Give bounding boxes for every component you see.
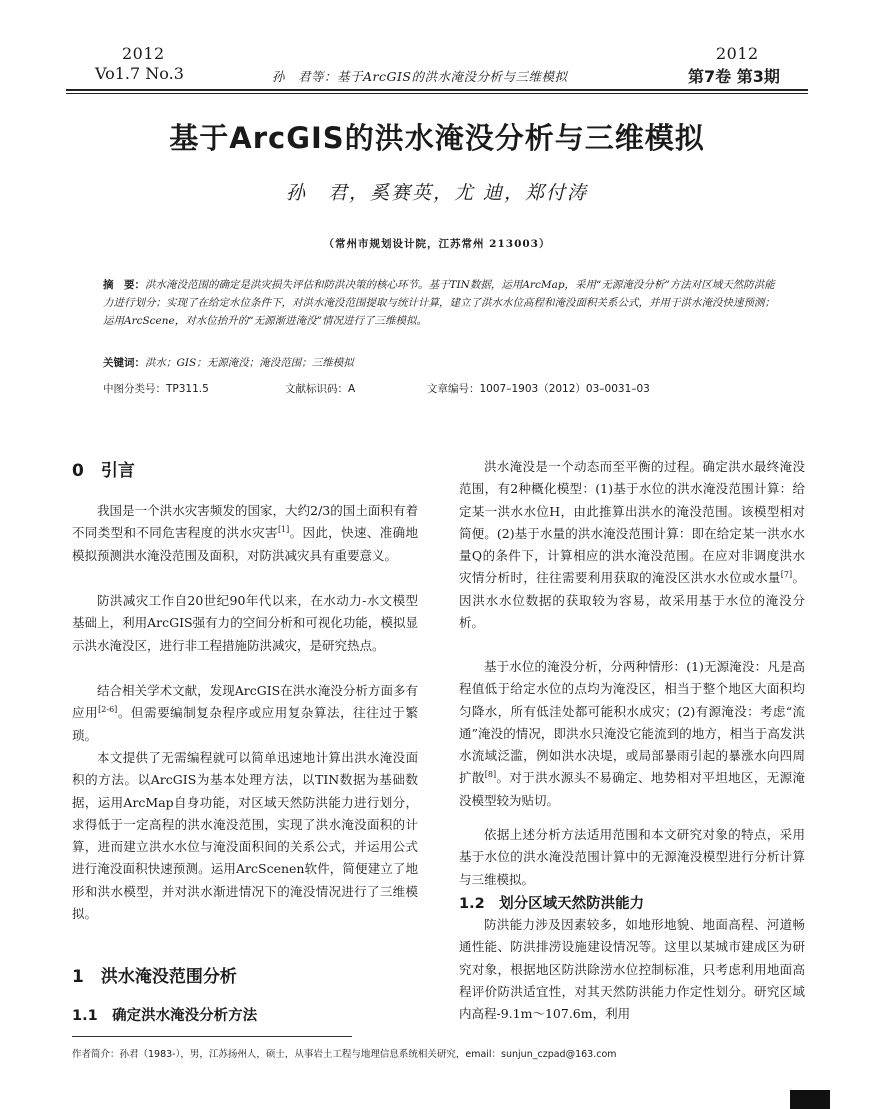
section-heading-1-1: 1.1 确定洪水淹没分析方法 — [72, 1008, 258, 1024]
header-running-title: 孙 君等：基于ArcGIS的洪水淹没分析与三维模拟 — [272, 69, 568, 84]
article-number: 文章编号：1007–1903（2012）03–0031–03 — [427, 383, 650, 395]
author-footnote: 作者简介：孙君（1983-），男，江苏扬州人，硕士，从事岩土工程与地理信息系统相关研究，email：sunjun_czpad@163.com — [72, 1049, 617, 1060]
footnote-rule — [72, 1036, 352, 1037]
header-year-right: 2012 — [716, 44, 759, 63]
header-rule-thin — [66, 93, 808, 94]
keywords-label: 关键词： — [103, 357, 145, 369]
abstract-text: 洪水淹没范围的确定是洪灾损失评估和防洪决策的核心环节。基于TIN数据，运用ArcMap，采用“无源淹没分析”方法对区域天然防洪能力进行划分；实现了在给定水位条件下，对洪水淹没范围提取与统计计算，建立了洪水水位高程和淹没面积关系公式，并用于洪水淹没快速预测；运用ArcScene，对水位抬升的“无源渐进淹没”情况进行了三维模拟。 — [103, 279, 775, 327]
header-issue: 第7卷 第3期 — [688, 67, 780, 86]
para-text: 防洪能力涉及因素较多，如地形地貌、地面高程、河道畅通性能、防洪排涝设施建设情况等。这里以某城市建成区为研究对象，根据地区防洪除涝水位控制标准，只考虑利用地面高程评价防洪适宜性，对其天然防洪能力作定性划分。研究区域内高程-9.1m～107.6m，利用 — [459, 917, 805, 1022]
keywords-text: 洪水；GIS；无源淹没；淹没范围；三维模拟 — [145, 357, 354, 369]
para-text: 结合相关学术文献，发现ArcGIS在洪水淹没分析方面多有应用[2-6]。但需要编制复杂程序或应用复杂算法，往往过于繁琐。 — [72, 683, 418, 743]
section-heading-1-2: 1.2 划分区域天然防洪能力 — [459, 896, 645, 912]
body-paragraph — [72, 747, 418, 925]
citation-marker: [2-6] — [98, 705, 118, 715]
para-text: 防洪减灾工作自20世纪90年代以来，在水动力-水文模型基础上，利用ArcGIS强有力的空间分析和可视化功能，模拟显示洪水淹没区，进行非工程措施防洪减灾，是研究热点。 — [72, 593, 418, 653]
section-heading-intro: 0 引言 — [72, 461, 135, 481]
paper-title: 基于ArcGIS的洪水淹没分析与三维模拟 — [169, 121, 705, 155]
abstract — [103, 276, 783, 330]
para-text: 依据上述分析方法适用范围和本文研究对象的特点，采用基于水位的洪水淹没范围计算中的无源淹没模型进行分析计算与三维模拟。 — [459, 827, 805, 887]
body-paragraph — [459, 914, 805, 1025]
body-paragraph — [459, 824, 805, 891]
para-text: 基于水位的淹没分析，分两种情形：(1)无源淹没：凡是高程值低于给定水位的点均为淹没区，相当于整个地区大面积均匀降水，所有低洼处都可能积水成灾；(2)有源淹没：考虑“流通”淹没的情况，即洪水只淹没它能流到的地方，相当于高发洪水流域泛滥，例如洪水决堤，或局部暴雨引起的暴涨水向四周扩散[8]。对于洪水源头不易确定、地势相对平坦地区，无源淹没模型较为贴切。 — [459, 659, 805, 808]
header-year-left: 2012 — [122, 44, 165, 63]
keywords — [103, 355, 783, 370]
paper-authors: 孙 君，奚赛英，尤 迪，郑付涛 — [285, 182, 589, 204]
page-marker-block — [790, 1090, 830, 1109]
para-text: 洪水淹没是一个动态而至平衡的过程。确定洪水最终淹没范围，有2种概化模型：(1)基于水位的洪水淹没范围计算：给定某一洪水水位H，由此推算出洪水的淹没范围。该模型相对简便。(2)基于水量的洪水淹没范围计算：即在给定某一洪水水量Q的条件下，计算相应的洪水淹没范围。在应对非调度洪水灾情分析时，往往需要利用获取的淹没区洪水水位或水量[7]。因洪水水位数据的获取较为容易，故采用基于水位的淹没分析。 — [459, 459, 805, 631]
section-heading-1: 1 洪水淹没范围分析 — [72, 967, 237, 987]
body-paragraph — [459, 456, 805, 634]
citation-marker: [8] — [484, 770, 497, 780]
body-paragraph — [72, 680, 418, 747]
body-paragraph — [72, 590, 418, 657]
citation-marker: [1] — [277, 525, 290, 535]
citation-marker: [7] — [780, 570, 793, 580]
header-rule — [66, 89, 808, 91]
para-text: 本文提供了无需编程就可以简单迅速地计算出洪水淹没面积的方法。以ArcGIS为基本处理方法，以TIN数据为基础数据，运用ArcMap自身功能，对区域天然防洪能力进行划分，求得低于一定高程的洪水淹没范围，实现了洪水淹没面积的计算，进而建立洪水水位与淹没面积间的关系公式，并运用公式进行淹没面积快速预测。运用ArcScenen软件，简便建立了地形和洪水模型，并对洪水渐进情况下的淹没情况进行了三维模拟。 — [72, 750, 418, 922]
body-paragraph — [72, 500, 418, 567]
abstract-label: 摘 要： — [103, 279, 145, 291]
paper-affiliation: （常州市规划设计院，江苏常州 213003） — [323, 238, 551, 250]
document-code: 文献标识码：A — [285, 383, 356, 395]
header-volume: Vo1.7 No.3 — [95, 64, 184, 83]
body-paragraph — [459, 656, 805, 812]
para-text: 我国是一个洪水灾害频发的国家，大约2/3的国土面积有着不同类型和不同危害程度的洪水灾害[1]。因此，快速、准确地模拟预测洪水淹没范围及面积，对防洪减灾具有重要意义。 — [72, 503, 418, 563]
clc-number: 中图分类号：TP311.5 — [103, 383, 209, 395]
